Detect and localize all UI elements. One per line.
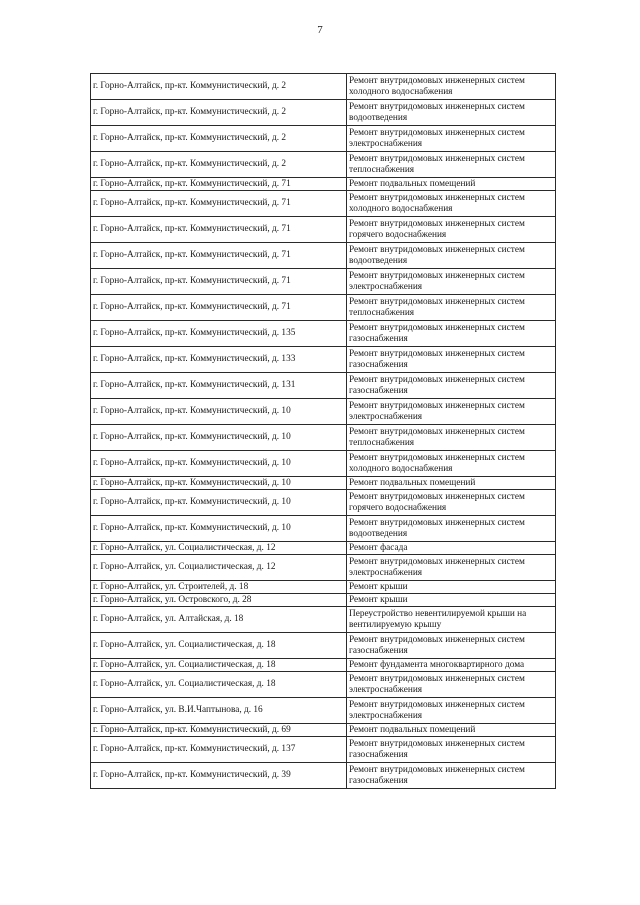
address-cell: г. Горно-Алтайск, пр-кт. Коммунистический, д. 71 — [91, 243, 347, 269]
work-type-line: Ремонт внутридомовых инженерных систем — [349, 673, 525, 684]
work-type-line: Ремонт внутридомовых инженерных систем — [349, 101, 525, 112]
work-type-line: водоотведения — [349, 528, 408, 539]
work-type-line: Ремонт внутридомовых инженерных систем — [349, 244, 525, 255]
work-type-line: электроснабжения — [349, 710, 423, 721]
work-type-line: Ремонт внутридомовых инженерных систем — [349, 322, 525, 333]
address-cell: г. Горно-Алтайск, пр-кт. Коммунистический, д. 10 — [91, 451, 347, 477]
table-row — [91, 295, 556, 321]
table-row — [91, 724, 556, 737]
works-table — [90, 73, 556, 789]
work-type-line: Ремонт внутридомовых инженерных систем — [349, 153, 525, 164]
address-cell: г. Горно-Алтайск, ул. Алтайская, д. 18 — [91, 607, 347, 633]
work-type-line: холодного водоснабжения — [349, 203, 453, 214]
work-type-cell — [347, 698, 556, 724]
work-type-line: Ремонт внутридомовых инженерных систем — [349, 699, 525, 710]
address-cell: г. Горно-Алтайск, ул. Социалистическая, д. 12 — [91, 542, 347, 555]
table-row — [91, 594, 556, 607]
address-cell: г. Горно-Алтайск, пр-кт. Коммунистический, д. 10 — [91, 425, 347, 451]
address-cell: г. Горно-Алтайск, пр-кт. Коммунистический, д. 10 — [91, 399, 347, 425]
work-type-line: Ремонт внутридомовых инженерных систем — [349, 764, 525, 775]
work-type-cell — [347, 321, 556, 347]
address-cell: г. Горно-Алтайск, пр-кт. Коммунистический, д. 71 — [91, 295, 347, 321]
table-row — [91, 347, 556, 373]
address-cell: г. Горно-Алтайск, пр-кт. Коммунистический, д. 2 — [91, 126, 347, 152]
work-type-line: газоснабжения — [349, 385, 408, 396]
work-type-line: газоснабжения — [349, 333, 408, 344]
work-type-cell — [347, 594, 556, 607]
table-row — [91, 321, 556, 347]
work-type-cell — [347, 399, 556, 425]
address-cell: г. Горно-Алтайск, ул. Социалистическая, д. 18 — [91, 659, 347, 672]
work-type-line: газоснабжения — [349, 775, 408, 786]
work-type-line: электроснабжения — [349, 684, 423, 695]
work-type-line: теплоснабжения — [349, 307, 415, 318]
work-type-cell — [347, 555, 556, 581]
table-row — [91, 659, 556, 672]
work-type-line: холодного водоснабжения — [349, 86, 453, 97]
work-type-line: Ремонт подвальных помещений — [349, 178, 476, 189]
work-type-line: газоснабжения — [349, 645, 408, 656]
work-type-cell — [347, 490, 556, 516]
table-row — [91, 178, 556, 191]
work-type-line: Ремонт внутридомовых инженерных систем — [349, 452, 525, 463]
address-cell: г. Горно-Алтайск, ул. Социалистическая, д. 12 — [91, 555, 347, 581]
table-row — [91, 737, 556, 763]
work-type-cell — [347, 607, 556, 633]
work-type-cell — [347, 763, 556, 789]
work-type-line: Ремонт фасада — [349, 542, 408, 553]
work-type-cell — [347, 516, 556, 542]
work-type-cell — [347, 74, 556, 100]
table-row — [91, 477, 556, 490]
table-row — [91, 763, 556, 789]
work-type-line: Ремонт внутридомовых инженерных систем — [349, 296, 525, 307]
work-type-line: электроснабжения — [349, 567, 423, 578]
table-row — [91, 269, 556, 295]
address-cell: г. Горно-Алтайск, пр-кт. Коммунистический, д. 10 — [91, 477, 347, 490]
work-type-cell — [347, 672, 556, 698]
work-type-line: электроснабжения — [349, 138, 423, 149]
work-type-line: холодного водоснабжения — [349, 463, 453, 474]
table-row — [91, 126, 556, 152]
work-type-line: Ремонт крыши — [349, 594, 408, 605]
work-type-line: электроснабжения — [349, 281, 423, 292]
address-cell: г. Горно-Алтайск, пр-кт. Коммунистический, д. 69 — [91, 724, 347, 737]
address-cell: г. Горно-Алтайск, ул. Социалистическая, д. 18 — [91, 633, 347, 659]
work-type-line: Ремонт крыши — [349, 581, 408, 592]
table-row — [91, 542, 556, 555]
work-type-cell — [347, 126, 556, 152]
work-type-line: Ремонт внутридомовых инженерных систем — [349, 75, 525, 86]
work-type-cell — [347, 477, 556, 490]
address-cell: г. Горно-Алтайск, пр-кт. Коммунистический, д. 10 — [91, 490, 347, 516]
table-row — [91, 217, 556, 243]
work-type-line: Ремонт внутридомовых инженерных систем — [349, 270, 525, 281]
table-row — [91, 243, 556, 269]
work-type-line: Ремонт внутридомовых инженерных систем — [349, 738, 525, 749]
work-type-line: Ремонт подвальных помещений — [349, 477, 476, 488]
work-type-line: Ремонт внутридомовых инженерных систем — [349, 634, 525, 645]
table-row — [91, 633, 556, 659]
table-row — [91, 698, 556, 724]
work-type-cell — [347, 373, 556, 399]
address-cell: г. Горно-Алтайск, пр-кт. Коммунистический, д. 71 — [91, 269, 347, 295]
address-cell: г. Горно-Алтайск, пр-кт. Коммунистический, д. 71 — [91, 217, 347, 243]
work-type-cell — [347, 581, 556, 594]
table-row — [91, 399, 556, 425]
work-type-cell — [347, 724, 556, 737]
work-type-line: Ремонт подвальных помещений — [349, 724, 476, 735]
address-cell: г. Горно-Алтайск, ул. Строителей, д. 18 — [91, 581, 347, 594]
table-row — [91, 672, 556, 698]
table-row — [91, 100, 556, 126]
work-type-cell — [347, 178, 556, 191]
work-type-line: теплоснабжения — [349, 164, 415, 175]
table-row — [91, 74, 556, 100]
work-type-cell — [347, 191, 556, 217]
works-table-body — [91, 74, 556, 789]
work-type-cell — [347, 659, 556, 672]
address-cell: г. Горно-Алтайск, пр-кт. Коммунистический, д. 71 — [91, 191, 347, 217]
work-type-line: водоотведения — [349, 112, 408, 123]
work-type-line: Ремонт внутридомовых инженерных систем — [349, 491, 525, 502]
work-type-line: Ремонт внутридомовых инженерных систем — [349, 517, 525, 528]
address-cell: г. Горно-Алтайск, пр-кт. Коммунистический, д. 2 — [91, 74, 347, 100]
address-cell: г. Горно-Алтайск, пр-кт. Коммунистический, д. 133 — [91, 347, 347, 373]
address-cell: г. Горно-Алтайск, ул. Островского, д. 28 — [91, 594, 347, 607]
work-type-cell — [347, 347, 556, 373]
work-type-cell — [347, 269, 556, 295]
work-type-line: Ремонт фундамента многоквартирного дома — [349, 659, 525, 670]
table-row — [91, 451, 556, 477]
work-type-line: газоснабжения — [349, 359, 408, 370]
table-row — [91, 581, 556, 594]
work-type-cell — [347, 295, 556, 321]
work-type-line: Ремонт внутридомовых инженерных систем — [349, 127, 525, 138]
work-type-line: горячего водоснабжения — [349, 502, 447, 513]
work-type-line: вентилируемую крышу — [349, 619, 442, 630]
work-type-line: горячего водоснабжения — [349, 229, 447, 240]
work-type-line: газоснабжения — [349, 749, 408, 760]
work-type-cell — [347, 542, 556, 555]
work-type-cell — [347, 243, 556, 269]
address-cell: г. Горно-Алтайск, пр-кт. Коммунистический, д. 135 — [91, 321, 347, 347]
work-type-line: электроснабжения — [349, 411, 423, 422]
table-row — [91, 607, 556, 633]
work-type-line: Ремонт внутридомовых инженерных систем — [349, 192, 525, 203]
work-type-line: Ремонт внутридомовых инженерных систем — [349, 218, 525, 229]
address-cell: г. Горно-Алтайск, пр-кт. Коммунистический, д. 137 — [91, 737, 347, 763]
address-cell: г. Горно-Алтайск, ул. Социалистическая, д. 18 — [91, 672, 347, 698]
address-cell: г. Горно-Алтайск, пр-кт. Коммунистический, д. 131 — [91, 373, 347, 399]
address-cell: г. Горно-Алтайск, пр-кт. Коммунистический, д. 2 — [91, 100, 347, 126]
work-type-line: Ремонт внутридомовых инженерных систем — [349, 374, 525, 385]
table-row — [91, 490, 556, 516]
work-type-line: Переустройство невентилируемой крыши на — [349, 608, 527, 619]
work-type-cell — [347, 217, 556, 243]
address-cell: г. Горно-Алтайск, ул. В.И.Чаптынова, д. 16 — [91, 698, 347, 724]
work-type-cell — [347, 633, 556, 659]
work-type-cell — [347, 152, 556, 178]
work-type-line: Ремонт внутридомовых инженерных систем — [349, 348, 525, 359]
work-type-cell — [347, 425, 556, 451]
table-row — [91, 516, 556, 542]
table-row — [91, 425, 556, 451]
page-number: 7 — [317, 24, 323, 36]
work-type-line: Ремонт внутридомовых инженерных систем — [349, 426, 525, 437]
table-row — [91, 555, 556, 581]
address-cell: г. Горно-Алтайск, пр-кт. Коммунистический, д. 71 — [91, 178, 347, 191]
work-type-line: Ремонт внутридомовых инженерных систем — [349, 400, 525, 411]
address-cell: г. Горно-Алтайск, пр-кт. Коммунистический, д. 39 — [91, 763, 347, 789]
work-type-cell — [347, 451, 556, 477]
work-type-cell — [347, 737, 556, 763]
address-cell: г. Горно-Алтайск, пр-кт. Коммунистический, д. 2 — [91, 152, 347, 178]
table-row — [91, 373, 556, 399]
work-type-line: Ремонт внутридомовых инженерных систем — [349, 556, 525, 567]
table-row — [91, 152, 556, 178]
table-row — [91, 191, 556, 217]
work-type-line: теплоснабжения — [349, 437, 415, 448]
work-type-cell — [347, 100, 556, 126]
work-type-line: водоотведения — [349, 255, 408, 266]
address-cell: г. Горно-Алтайск, пр-кт. Коммунистический, д. 10 — [91, 516, 347, 542]
